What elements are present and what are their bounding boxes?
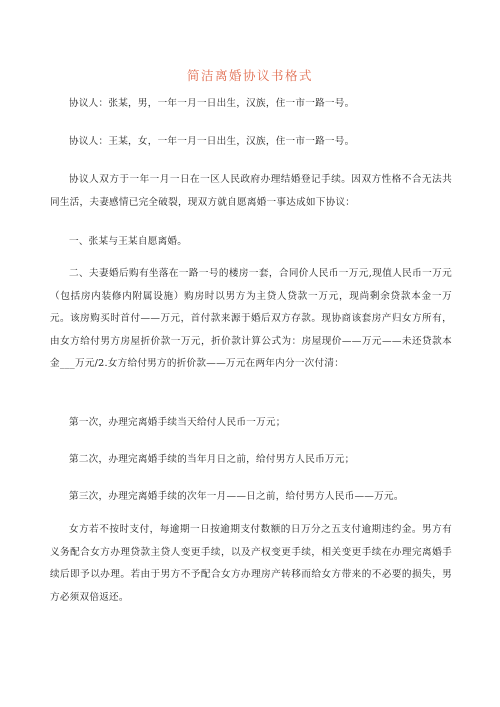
intro-paragraph: 协议人双方于一年一月一日在一区人民政府办理结婚登记手续。因双方性格不合无法共同生活，夫妻感情已完全破裂，现双方就自愿离婚一事达成如下协议： xyxy=(50,174,452,208)
document-title: 简洁离婚协议书格式 xyxy=(186,68,313,83)
party-a-line: 协议人：张某，男，一年一月一日出生，汉族，住一市一路一号。 xyxy=(69,98,355,109)
clause-1: 一、张某与王某自愿离婚。 xyxy=(69,236,188,247)
payment-3: 第三次，办理完离婚手续的次年一月——日之前，给付男方人民币——万元。 xyxy=(69,491,404,502)
payment-1: 第一次，办理完离婚手续当天给付人民币一万元； xyxy=(69,417,286,428)
party-b-line: 协议人：王某，女，一年一月一日出生，汉族，住一市一路一号。 xyxy=(69,136,355,147)
clause-2-paragraph: 二、夫妻婚后购有坐落在一路一号的楼房一套，合同价人民币一万元,现值人民币一万元（包括房内装修内附属设施）购房时以男方为主贷人贷款一万元，现尚剩余贷款本金一万元。该房购买时首付——万元，首付款来源于婚后双方存款。现协商该套房产归女方所有，由女方给付男方房屋折价款一万元，折价款计算公式为：房屋现价——万元——未还贷款本金___万元/2.女方给付男方的折价款——万元在两年内分一次付清： xyxy=(50,268,452,369)
payment-2: 第二次，办理完离婚手续的当年月日之前，给付男方人民币万元； xyxy=(69,454,355,465)
penalty-paragraph: 女方若不按时支付，每逾期一日按逾期支付数额的日万分之五支付逾期违约金。男方有义务配合女方办理贷款主贷人变更手续，以及产权变更手续，相关变更手续在办理完离婚手续后即予以办理。若由于男方不予配合女方办理房产转移而给女方带来的不必要的损失，男方必须双倍返还。 xyxy=(50,524,452,603)
